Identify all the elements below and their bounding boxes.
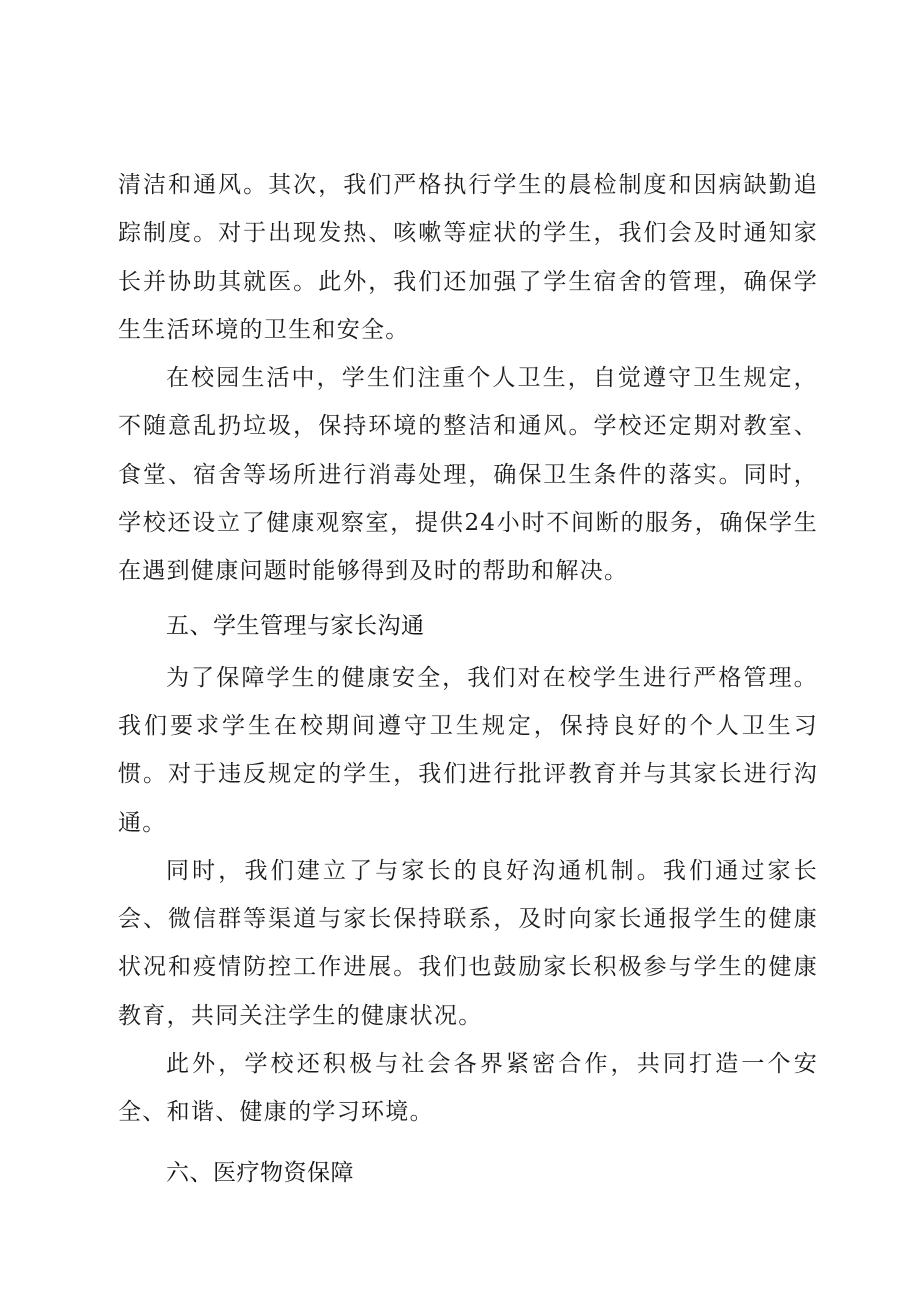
- paragraph-campus-life: 在校园生活中，学生们注重个人卫生，自觉遵守卫生规定，不随意乱扔垃圾，保持环境的整洁和通风。学校还定期对教室、食堂、宿舍等场所进行消毒处理，确保卫生条件的落实。同时，学校还设立了健康观察室，提供24小时不间断的服务，确保学生在遇到健康问题时能够得到及时的帮助和解决。: [118, 365, 818, 585]
- paragraph-student-management: 为了保障学生的健康安全，我们对在校学生进行严格管理。我们要求学生在校期间遵守卫生规定，保持良好的个人卫生习惯。对于违反规定的学生，我们进行批评教育并与其家长进行沟通。: [118, 664, 818, 836]
- paragraph-parent-communication: 同时，我们建立了与家长的良好沟通机制。我们通过家长会、微信群等渠道与家长保持联系，及时向家长通报学生的健康状况和疫情防控工作进展。我们也鼓励家长积极参与学生的健康教育，共同关注学生的健康状况。: [118, 857, 818, 1029]
- paragraph-continued: 清洁和通风。其次，我们严格执行学生的晨检制度和因病缺勤追踪制度。对于出现发热、咳嗽等症状的学生，我们会及时通知家长并协助其就医。此外，我们还加强了学生宿舍的管理，确保学生生活环境的卫生和安全。: [118, 172, 818, 343]
- document-body: [118, 161, 818, 1201]
- section-heading-6: 六、医疗物资保障: [166, 1159, 354, 1186]
- section-heading-5: 五、学生管理与家长沟通: [166, 612, 425, 639]
- paragraph-social-cooperation: 此外，学校还积极与社会各界紧密合作，共同打造一个安全、和谐、健康的学习环境。: [118, 1051, 818, 1126]
